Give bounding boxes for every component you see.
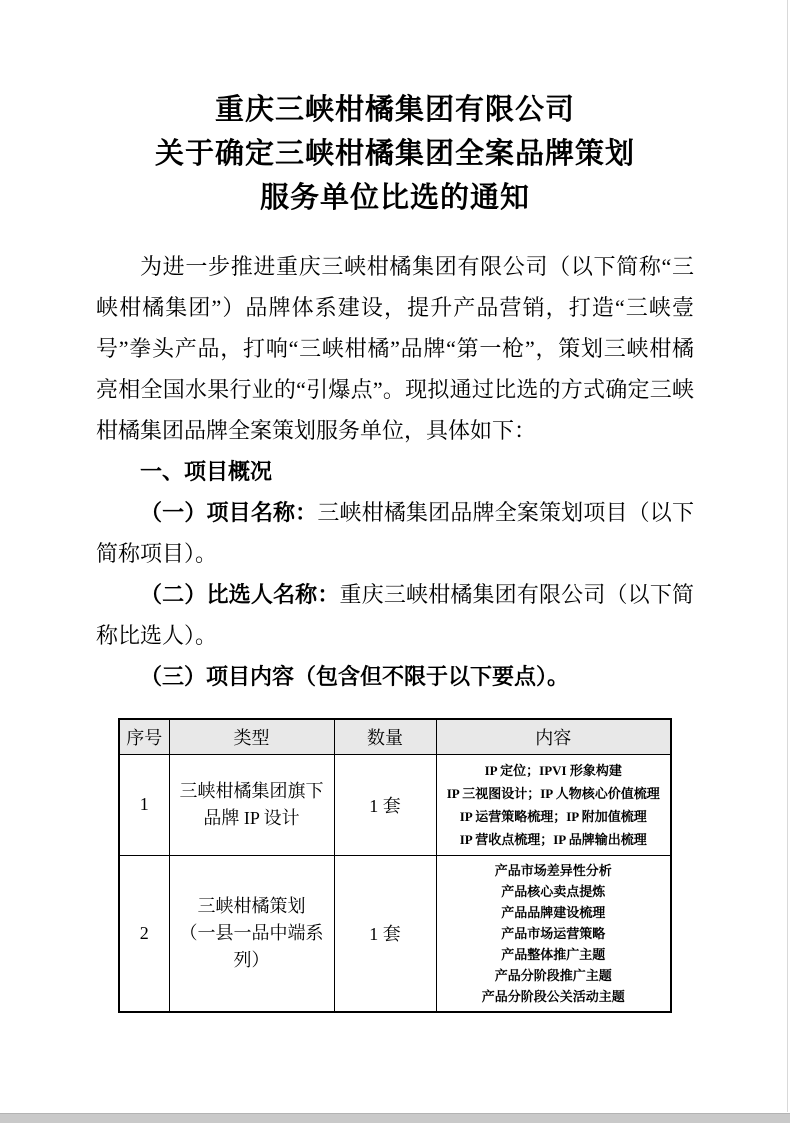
row-content-cell	[436, 855, 671, 1012]
row-no-cell: 2	[119, 855, 169, 1012]
item-paragraph-2	[96, 574, 694, 656]
type-line: 三峡柑橘策划	[197, 895, 306, 916]
page-bottom-gap	[0, 1113, 790, 1123]
content-line: 产品市场运营策略	[501, 925, 606, 941]
item-2-text: 重庆三峡柑橘集团有限公司（以下简称比选人）。	[96, 582, 694, 648]
table-header-row	[119, 719, 671, 754]
project-table-body	[119, 754, 671, 1012]
item-1-label: （一）项目名称：	[140, 500, 318, 525]
header-cell-content: 内容	[436, 719, 671, 754]
item-3-text: （包含但不限于以下要点）。	[294, 664, 570, 689]
project-table-wrap	[118, 718, 694, 1013]
table-row	[119, 855, 671, 1012]
row-no-cell: 1	[119, 754, 169, 855]
title-line-2: 关于确定三峡柑橘集团全案品牌策划	[154, 138, 635, 170]
document-title	[96, 88, 694, 220]
item-1-text: 三峡柑橘集团品牌全案策划项目（以下简称项目）。	[96, 500, 694, 566]
content-line: 产品整体推广主题	[501, 946, 606, 962]
row-qty-cell: 1 套	[334, 754, 436, 855]
content-line: 产品市场差异性分析	[494, 862, 612, 878]
project-table	[118, 718, 672, 1013]
content-line: IP 三视图设计；IP 人物核心价值梳理	[446, 785, 660, 801]
header-cell-qty: 数量	[334, 719, 436, 754]
content-line: 产品品牌建设梳理	[501, 904, 606, 920]
intro-paragraph: 为进一步推进重庆三峡柑橘集团有限公司（以下简称“三峡柑橘集团”）品牌体系建设，提升产品营销，打造“三峡壹号”拳头产品，打响“三峡柑橘”品牌“第一枪”，策划三峡柑橘亮相全国水果行业的“引爆点”。现拟通过比选的方式确定三峡柑橘集团品牌全案策划服务单位，具体如下：	[96, 254, 694, 443]
type-line: （一县一品中端系列）	[179, 922, 324, 970]
title-line-1: 重庆三峡柑橘集团有限公司	[214, 94, 575, 126]
content-line: IP 运营策略梳理；IP 附加值梳理	[459, 808, 647, 824]
item-3-label: （三）项目内容	[140, 664, 295, 689]
header-cell-no: 序号	[119, 719, 169, 754]
item-paragraph-3	[96, 656, 694, 697]
header-cell-type: 类型	[169, 719, 334, 754]
row-qty-cell: 1 套	[334, 855, 436, 1012]
section-heading-1: 一、项目概况	[140, 459, 273, 484]
content-line: 产品核心卖点提炼	[501, 883, 606, 899]
content-line: 产品分阶段推广主题	[494, 967, 612, 983]
row-type-cell	[169, 754, 334, 855]
content-line: IP 定位；IPVI 形象构建	[484, 762, 622, 778]
row-content-cell	[436, 754, 671, 855]
page-right-edge	[787, 0, 788, 1112]
table-row	[119, 754, 671, 855]
content-line: IP 营收点梳理；IP 品牌输出梳理	[459, 831, 647, 847]
document-body	[96, 246, 694, 697]
content-line: 产品分阶段公关活动主题	[481, 988, 625, 1004]
type-line: 三峡柑橘集团旗下品牌 IP 设计	[179, 780, 324, 828]
title-line-3: 服务单位比选的通知	[259, 182, 530, 214]
item-2-label: （二）比选人名称：	[140, 582, 340, 607]
item-paragraph-1	[96, 492, 694, 574]
row-type-cell	[169, 855, 334, 1012]
